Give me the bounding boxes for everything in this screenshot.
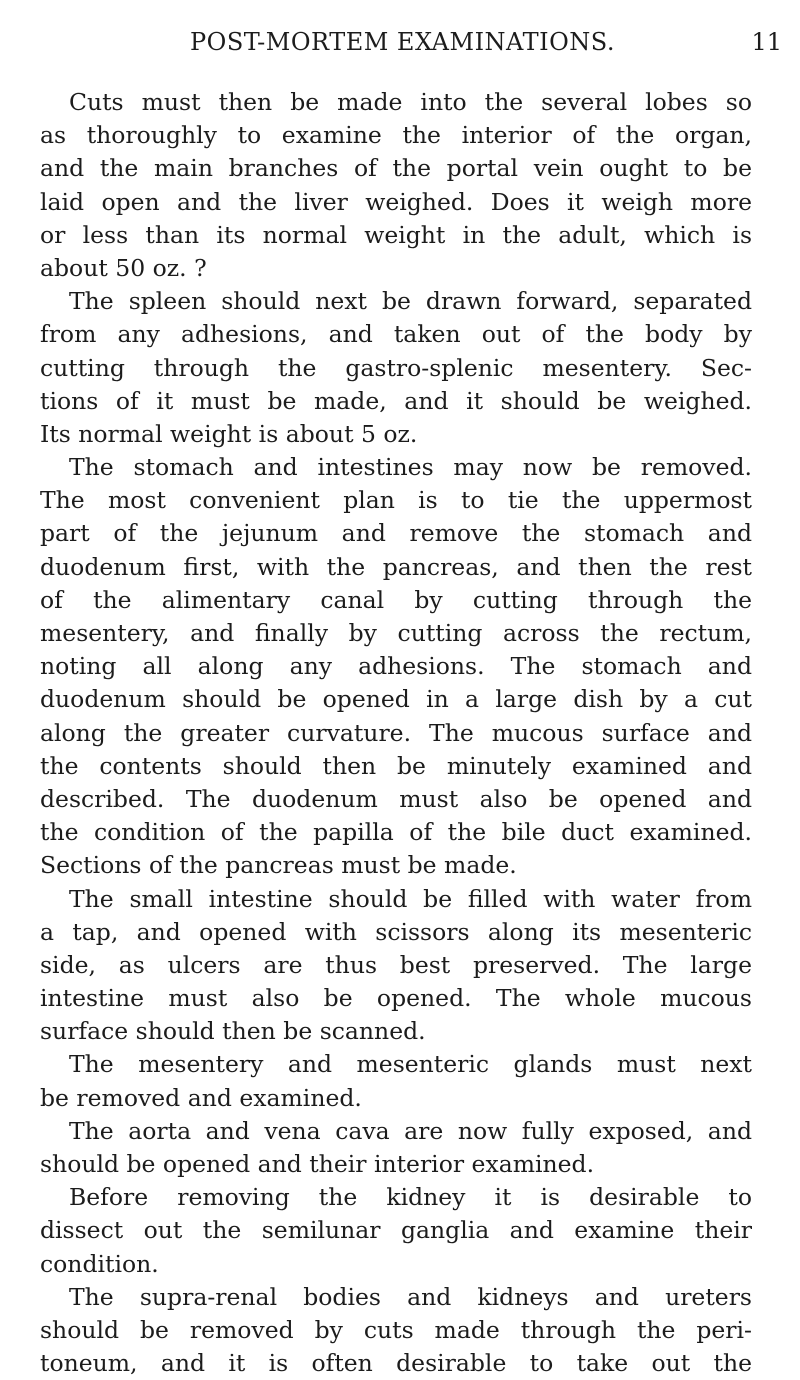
text-line: Cuts must then be made into the several lobes so xyxy=(69,88,752,116)
text-line: duodenum first, with the pancreas, and then the rest xyxy=(40,552,752,581)
page-header xyxy=(30,20,782,60)
text-line: duodenum should be opened in a large dish by a cut xyxy=(40,685,752,714)
text-line: be removed and examined. xyxy=(40,1083,362,1112)
text-line: The small intestine should be filled with water from xyxy=(69,884,752,913)
text-line: of the alimentary canal by cutting through the xyxy=(40,585,752,614)
text-line: The most convenient plan is to tie the uppermost xyxy=(40,486,752,515)
text-line: noting all along any adhesions. The stomach and xyxy=(40,652,752,681)
text-line: should be removed by cuts made through the peri- xyxy=(40,1315,752,1344)
text-line: the contents should then be minutely examined and xyxy=(40,751,752,780)
text-line: part of the jejunum and remove the stomach and xyxy=(40,519,752,548)
text-line: as thoroughly to examine the interior of the organ, xyxy=(40,121,752,150)
text-line: The supra-renal bodies and kidneys and ureters xyxy=(69,1282,752,1311)
text-line: side, as ulcers are thus best preserved. The large xyxy=(40,950,752,979)
text-line: The stomach and intestines may now be removed. xyxy=(69,453,752,482)
text-line: condition. xyxy=(40,1249,159,1278)
text-line: mesentery, and finally by cutting across the rectum, xyxy=(40,619,752,647)
text-line: Sections of the pancreas must be made. xyxy=(40,851,517,880)
text-line: a tap, and opened with scissors along its mesenteric xyxy=(40,917,752,946)
text-line: from any adhesions, and taken out of the body by xyxy=(40,320,752,349)
text-line: Its normal weight is about 5 oz. xyxy=(40,419,418,448)
page-number: 11 xyxy=(751,28,782,56)
text-line: dissect out the semilunar ganglia and examine their xyxy=(40,1216,752,1245)
text-line: The spleen should next be drawn forward, separated xyxy=(69,287,752,316)
text-line: laid open and the liver weighed. Does it weigh more xyxy=(40,187,752,216)
text-line: the condition of the papilla of the bile duct examined. xyxy=(40,818,752,847)
text-line: surface should then be scanned. xyxy=(40,1017,426,1046)
text-line: or less than its normal weight in the adult, which is xyxy=(40,220,752,249)
text-line: intestine must also be opened. The whole mucous xyxy=(40,984,752,1013)
text-line: toneum, and it is often desirable to take out the xyxy=(40,1349,752,1378)
text-line: described. The duodenum must also be opened and xyxy=(40,784,752,813)
body-text xyxy=(40,86,752,1380)
text-line: The aorta and vena cava are now fully exposed, and xyxy=(69,1116,752,1145)
text-line: should be opened and their interior examined. xyxy=(40,1150,595,1178)
running-head: POST-MORTEM EXAMINATIONS. xyxy=(190,28,615,56)
text-line: The mesentery and mesenteric glands must next xyxy=(69,1050,752,1079)
text-line: about 50 oz. ? xyxy=(40,253,207,282)
text-line: cutting through the gastro-splenic mesentery. Sec- xyxy=(40,353,752,382)
text-line: tions of it must be made, and it should be weighed. xyxy=(40,386,752,415)
text-line: along the greater curvature. The mucous surface and xyxy=(40,718,752,747)
text-line: Before removing the kidney it is desirable to xyxy=(69,1183,752,1212)
text-line: and the main branches of the portal vein ought to be xyxy=(40,154,752,183)
